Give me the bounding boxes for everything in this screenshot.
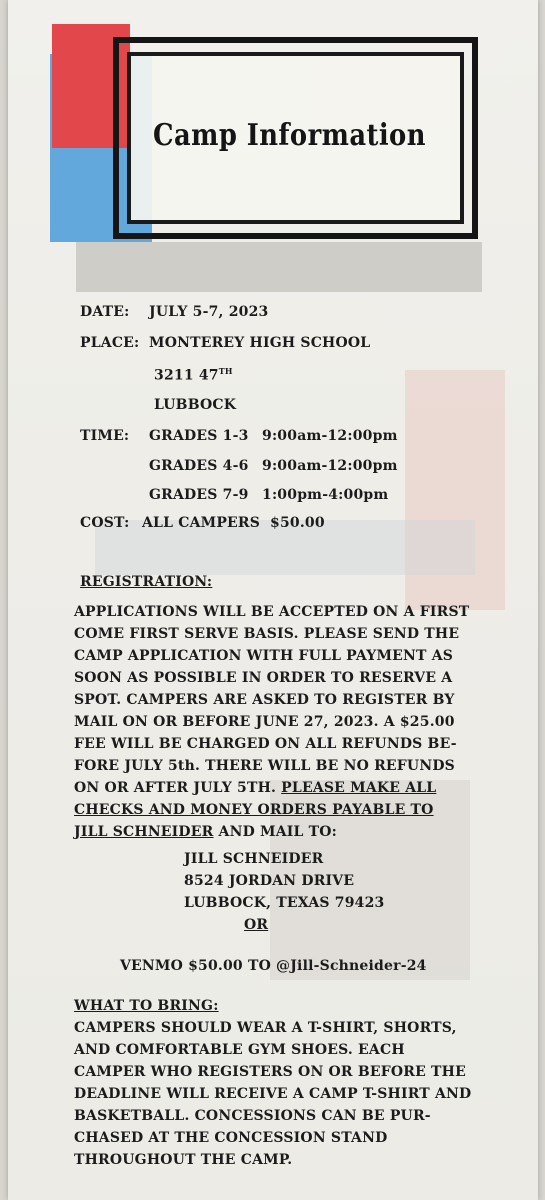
- bring-line: BASKETBALL. CONCESSIONS CAN BE PUR-: [74, 1108, 431, 1124]
- time-hours-2: 9:00am-12:00pm: [262, 458, 398, 474]
- date-label: DATE:: [80, 304, 130, 320]
- place-label: PLACE:: [80, 335, 140, 351]
- payment-instruction: PLEASE MAKE ALL: [281, 780, 437, 796]
- street-suffix: TH: [218, 366, 233, 376]
- place-name: MONTEREY HIGH SCHOOL: [149, 335, 371, 351]
- cost-label: COST:: [80, 515, 130, 531]
- bring-line: DEADLINE WILL RECEIVE A CAMP T-SHIRT AND: [74, 1086, 472, 1102]
- place-city: LUBBOCK: [154, 397, 237, 413]
- time-grades-2: GRADES 4-6: [149, 458, 249, 474]
- grey-shadow-bar: [76, 242, 482, 292]
- bring-line: CAMPER WHO REGISTERS ON OR BEFORE THE: [74, 1064, 466, 1080]
- registration-line: MAIL ON OR BEFORE JUNE 27, 2023. A $25.00: [74, 714, 455, 730]
- address-street: 8524 JORDAN DRIVE: [184, 873, 355, 889]
- registration-line: FORE JULY 5th. THERE WILL BE NO REFUNDS: [74, 758, 455, 774]
- time-grades-3: GRADES 7-9: [149, 487, 249, 503]
- page-title: Camp Information: [153, 118, 426, 153]
- place-street: 3211 47TH: [154, 366, 233, 384]
- registration-line: FEE WILL BE CHARGED ON ALL REFUNDS BE-: [74, 736, 457, 752]
- or-separator: OR: [244, 917, 269, 933]
- registration-line: SOON AS POSSIBLE IN ORDER TO RESERVE A: [74, 670, 453, 686]
- payee-line: JILL SCHNEIDER AND MAIL TO:: [74, 824, 338, 840]
- time-grades-1: GRADES 1-3: [149, 428, 249, 444]
- time-label: TIME:: [80, 428, 130, 444]
- payee-name: JILL SCHNEIDER: [74, 824, 214, 840]
- registration-line: CAMP APPLICATION WITH FULL PAYMENT AS: [74, 648, 454, 664]
- address-city: LUBBOCK, TEXAS 79423: [184, 895, 385, 911]
- cost-amount: $50.00: [270, 515, 325, 531]
- address-name: JILL SCHNEIDER: [184, 851, 324, 867]
- cost-who: ALL CAMPERS: [142, 515, 261, 531]
- payment-instruction-line: CHECKS AND MONEY ORDERS PAYABLE TO: [74, 802, 434, 818]
- time-hours-1: 9:00am-12:00pm: [262, 428, 398, 444]
- registration-line-final: ON OR AFTER JULY 5TH. PLEASE MAKE ALL: [74, 780, 437, 796]
- bring-line: CHASED AT THE CONCESSION STAND: [74, 1130, 388, 1146]
- bring-line: CAMPERS SHOULD WEAR A T-SHIRT, SHORTS,: [74, 1020, 457, 1036]
- date-value: JULY 5-7, 2023: [149, 304, 269, 320]
- bring-line: AND COMFORTABLE GYM SHOES. EACH: [74, 1042, 405, 1058]
- bring-heading: WHAT TO BRING:: [74, 998, 219, 1014]
- registration-heading: REGISTRATION:: [80, 574, 213, 590]
- registration-line: COME FIRST SERVE BASIS. PLEASE SEND THE: [74, 626, 460, 642]
- registration-line: APPLICATIONS WILL BE ACCEPTED ON A FIRST: [74, 604, 470, 620]
- venmo-line: VENMO $50.00 TO @Jill-Schneider-24: [120, 958, 427, 974]
- bring-line: THROUGHOUT THE CAMP.: [74, 1152, 293, 1168]
- registration-line: SPOT. CAMPERS ARE ASKED TO REGISTER BY: [74, 692, 455, 708]
- time-hours-3: 1:00pm-4:00pm: [262, 487, 389, 503]
